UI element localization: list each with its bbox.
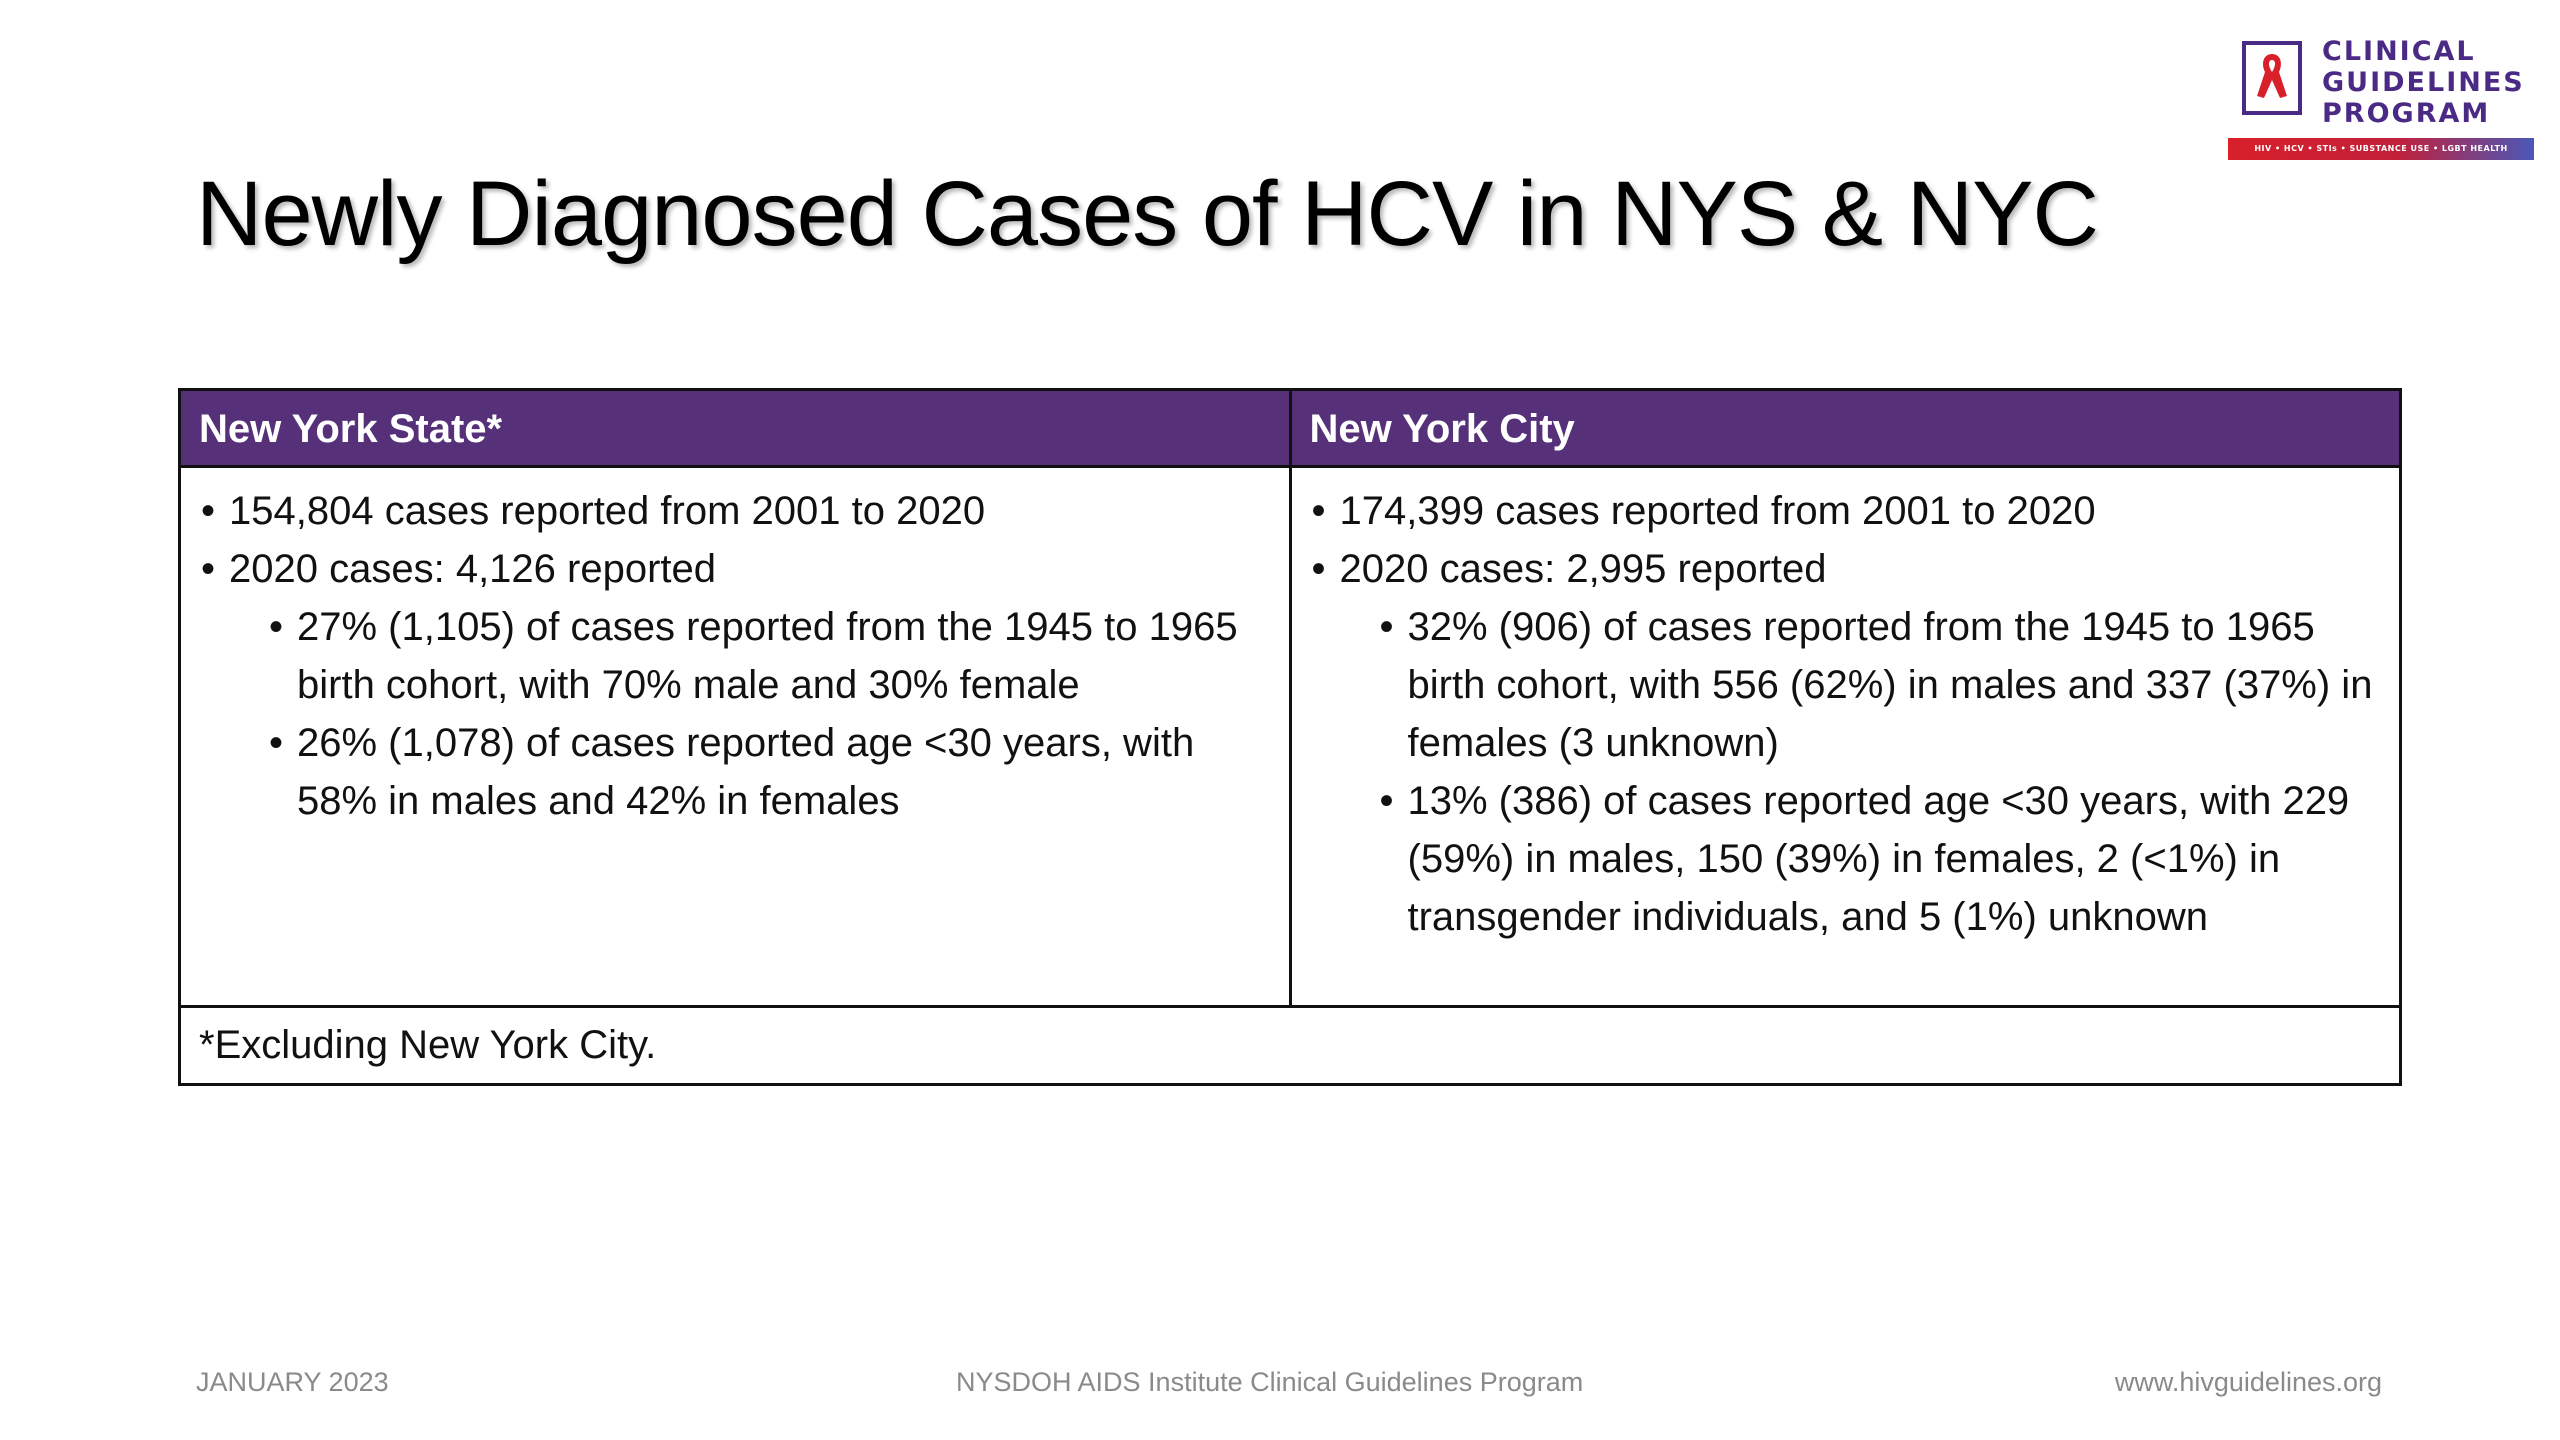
sub-list-item: • 32% (906) of cases reported from the 1945 to 1965 birth cohort, with 556 (62%) in males and 337 (37%) in females (3 unknown) bbox=[1378, 598, 2382, 772]
footer-website-link[interactable]: www.hivguidelines.org bbox=[2114, 1367, 2382, 1397]
logo-line-1: CLINICAL bbox=[2322, 36, 2476, 67]
list-item bbox=[199, 540, 1271, 598]
list-item bbox=[1310, 540, 2382, 598]
sub-list-item: • 13% (386) of cases reported age <30 years, with 229 (59%) in males, 150 (39%) in females, 2 (<1%) in transgender individuals, and 5 (1%) unknown bbox=[1378, 772, 2382, 946]
table-footnote-row bbox=[180, 1007, 2401, 1085]
sub-list-item: • 26% (1,078) of cases reported age <30 years, with 58% in males and 42% in females bbox=[267, 714, 1271, 830]
list-item: • 174,399 cases reported from 2001 to 2020 bbox=[1310, 482, 2382, 540]
footer-program-name: NYSDOH AIDS Institute Clinical Guidelines Program bbox=[956, 1367, 1584, 1397]
nys-sub-bullet-list bbox=[199, 598, 1271, 830]
ribbon-icon bbox=[2241, 40, 2303, 124]
logo-wordmark bbox=[2322, 36, 2534, 129]
list-item-text: 2020 cases: 4,126 reported bbox=[229, 547, 717, 591]
nys-cell bbox=[180, 467, 1291, 1007]
logo-line-2: GUIDELINES bbox=[2322, 67, 2525, 98]
footer-date: JANUARY 2023 bbox=[196, 1367, 389, 1397]
table-footnote: *Excluding New York City. bbox=[180, 1007, 2401, 1085]
table-header-row bbox=[180, 390, 2401, 467]
nyc-bullet-list bbox=[1310, 482, 2382, 598]
list-item-text: 2020 cases: 2,995 reported bbox=[1339, 547, 1827, 591]
sub-list-item: • 27% (1,105) of cases reported from the 1945 to 1965 birth cohort, with 70% male and 30% female bbox=[267, 598, 1271, 714]
list-item: • 154,804 cases reported from 2001 to 2020 bbox=[199, 482, 1271, 540]
logo-tagline: HIV • HCV • STIs • SUBSTANCE USE • LGBT HEALTH bbox=[2228, 138, 2534, 160]
nyc-cell bbox=[1290, 467, 2401, 1007]
nys-bullet-list bbox=[199, 482, 1271, 598]
logo-line-3: PROGRAM bbox=[2322, 98, 2491, 129]
nyc-sub-bullet-list bbox=[1310, 598, 2382, 946]
slide-title: Newly Diagnosed Cases of HCV in NYS & NYC bbox=[196, 163, 2098, 265]
clinical-guidelines-program-logo bbox=[2228, 34, 2534, 162]
header-new-york-state: New York State* bbox=[180, 390, 1291, 467]
table-body-row bbox=[180, 467, 2401, 1007]
header-new-york-city: New York City bbox=[1290, 390, 2401, 467]
hcv-cases-table bbox=[178, 388, 2402, 1086]
